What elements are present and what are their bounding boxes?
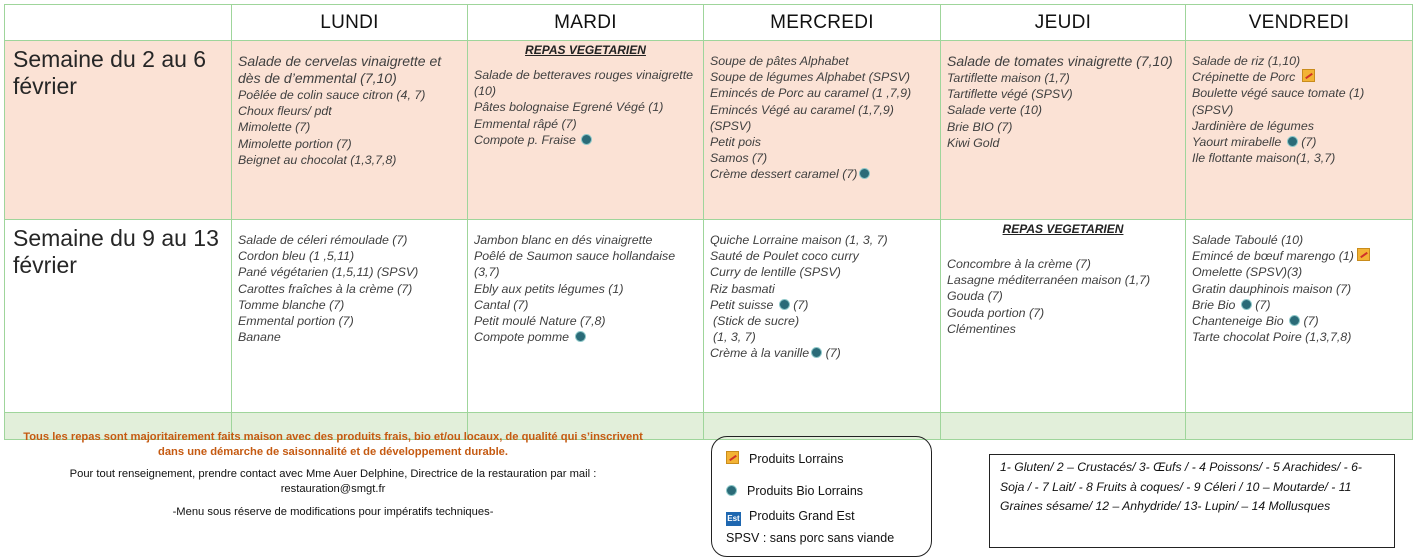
menu-item (710, 166, 934, 182)
menu-cell-mardi (468, 41, 704, 220)
menu-item (1192, 248, 1406, 264)
sustainability-note: Tous les repas sont majoritairement faits maison avec des produits frais, bio et/ou locaux, de qualité qui s’inscrivent dans une démarche de saisonnalité et de développement durable. (23, 431, 643, 458)
menu-item: Salade de cervelas vinaigrette et dès de d’emmental (7,10) (238, 53, 442, 86)
menu-cell-vendredi (1186, 41, 1413, 220)
bio-lorrain-icon (811, 347, 822, 358)
menu-item: Salade verte (10) (947, 103, 1043, 118)
menu-item: Ebly aux petits légumes (1) (474, 281, 624, 296)
menu-item: Mimolette (7) (238, 120, 311, 135)
menu-item: Brie BIO (7) (947, 119, 1013, 134)
menu-item: Soupe de légumes Alphabet (SPSV) (710, 70, 910, 85)
menu-item (1192, 69, 1406, 85)
menu-item: Quiche Lorraine maison (1, 3, 7) (710, 233, 888, 247)
contact-note: Pour tout renseignement, prendre contact avec Mme Auer Delphine, Directrice de la restauration par mail : restauration@smgt.fr (69, 468, 597, 495)
menu-item (1192, 313, 1406, 329)
bio-lorrain-icon (726, 485, 737, 496)
menu-item: Emincés Végé au caramel (1,7,9) (SPSV) (710, 102, 894, 133)
menu-cell-lundi (232, 41, 468, 220)
menu-item-allergens: (7) (1301, 135, 1317, 150)
menu-item: Petit moulé Nature (7,8) (474, 314, 606, 329)
menu-item: Emincés de Porc au caramel (1 ,7,9) (710, 86, 912, 101)
menu-item: (1, 3, 7) (713, 330, 756, 345)
legend-bio (726, 484, 863, 498)
menu-item: Cordon bleu (1 ,5,11) (238, 249, 355, 264)
menu-item: Emmental portion (7) (238, 314, 354, 329)
menu-item-text: Crépinette de Porc (1192, 70, 1296, 85)
menu-cell-jeudi (941, 220, 1186, 413)
menu-item-text: Compote pomme (474, 330, 570, 345)
menu-item: Emmental râpé (7) (474, 116, 577, 131)
menu-item-allergens: (7) (1303, 314, 1319, 329)
menu-item: Gouda portion (7) (947, 305, 1045, 320)
menu-item: (Stick de sucre) (713, 314, 800, 329)
menu-item-text: Brie Bio (1192, 297, 1236, 312)
menu-item: Salade Taboulé (10) (1192, 233, 1304, 247)
corner-cell (5, 5, 232, 41)
bio-lorrain-icon (581, 134, 592, 145)
menu-item: Cantal (7) (474, 297, 529, 312)
menu-item: Jambon blanc en dés vinaigrette (474, 233, 653, 247)
menu-item: Salade de riz (1,10) (1192, 54, 1301, 68)
menu-cell-vendredi (1186, 220, 1413, 413)
menu-item: Lasagne méditerranéen maison (1,7) (947, 273, 1151, 288)
menu-item-text: Crème dessert caramel (7) (710, 167, 858, 182)
day-header-row (5, 5, 1413, 41)
menu-cell-jeudi (941, 41, 1186, 220)
menu-item-text: Compote p. Fraise (474, 132, 576, 147)
menu-item (474, 329, 697, 345)
menu-item: Choux fleurs/ pdt (238, 104, 332, 119)
legend-lorrains (726, 451, 844, 466)
week-row-1 (5, 41, 1413, 220)
lorrain-product-icon (726, 451, 739, 464)
footer-cell (941, 413, 1186, 440)
menu-item: Curry de lentille (SPSV) (710, 265, 841, 280)
menu-item: Tomme blanche (7) (238, 297, 345, 312)
menu-item: Poêlé de Saumon sauce hollandaise (3,7) (474, 249, 676, 280)
menu-item: Salade de betteraves rouges vinaigrette (10) (474, 68, 694, 99)
menu-item: Pâtes bolognaise Egrené Végé (1) (474, 100, 664, 115)
menu-item: Mimolette portion (7) (238, 136, 352, 151)
legend-grand-est (726, 509, 855, 526)
week-label: Semaine du 2 au 6 février (5, 41, 232, 220)
vegetarian-banner: REPAS VEGETARIEN (1002, 222, 1124, 236)
bio-lorrain-icon (575, 331, 586, 342)
day-header-mardi: MARDI (468, 5, 704, 41)
menu-item-allergens: (7) (1255, 297, 1271, 312)
menu-item: Kiwi Gold (947, 135, 1000, 150)
menu-item: Tartiflette maison (1,7) (947, 71, 1070, 85)
menu-item: Tartiflette végé (SPSV) (947, 87, 1073, 102)
menu-item (710, 345, 934, 361)
legend-label: Produits Grand Est (749, 509, 855, 523)
bio-lorrain-icon (1289, 315, 1300, 326)
disclaimer-note: -Menu sous réserve de modifications pour impératifs techniques- (172, 506, 494, 518)
menu-table (4, 4, 1413, 440)
menu-item-allergens: (7) (825, 346, 841, 361)
menu-item: Samos (7) (710, 151, 768, 166)
week-label: Semaine du 9 au 13 février (5, 220, 232, 413)
menu-item: Soupe de pâtes Alphabet (710, 54, 849, 68)
menu-item: Clémentines (947, 321, 1016, 336)
legend-label: Produits Lorrains (749, 452, 844, 466)
menu-item (1192, 297, 1406, 313)
menu-item: Pané végétarien (1,5,11) (SPSV) (238, 265, 419, 280)
bio-lorrain-icon (1287, 136, 1298, 147)
day-header-mercredi: MERCREDI (704, 5, 941, 41)
menu-item: Banane (238, 330, 281, 345)
day-header-lundi: LUNDI (232, 5, 468, 41)
lorrain-product-icon (1357, 248, 1370, 261)
lorrain-product-icon (1302, 69, 1315, 82)
menu-item: Beignet au chocolat (1,3,7,8) (238, 152, 397, 167)
menu-item: Gratin dauphinois maison (7) (1192, 281, 1352, 296)
menu-item-text: Crème à la vanille (710, 346, 810, 361)
menu-item: Salade de céleri rémoulade (7) (238, 233, 408, 247)
bio-lorrain-icon (1241, 299, 1252, 310)
bio-lorrain-icon (859, 168, 870, 179)
menu-item: Omelette (SPSV)(3) (1192, 265, 1303, 280)
day-header-vendredi: VENDREDI (1186, 5, 1413, 41)
menu-item (1192, 134, 1406, 150)
menu-item: Poêlée de colin sauce citron (4, 7) (238, 88, 426, 102)
allergens-box: 1- Gluten/ 2 – Crustacés/ 3- Œufs / - 4 Poissons/ - 5 Arachides/ - 6- Soja / - 7 Lait/ - 8 Fruits à coques/ - 9 Céleri / 10 – Moutarde/ - 11 Graines sésame/ 12 – Anhydride/ 13- Lupin/ – 14 Mollusques (989, 454, 1395, 548)
menu-cell-mercredi (704, 220, 941, 413)
menu-item: Gouda (7) (947, 289, 1003, 304)
menu-item: Boulette végé sauce tomate (1) (SPSV) (1192, 86, 1365, 117)
menu-item: Petit pois (710, 135, 761, 150)
menu-cell-mercredi (704, 41, 941, 220)
grand-est-icon: Est (726, 512, 741, 526)
vegetarian-banner: REPAS VEGETARIEN (525, 43, 646, 57)
menu-cell-mardi (468, 220, 704, 413)
legend-label: Produits Bio Lorrains (747, 484, 864, 498)
bio-lorrain-icon (779, 299, 790, 310)
menu-item: Ile flottante maison(1, 3,7) (1192, 151, 1336, 166)
menu-item: Tarte chocolat Poire (1,3,7,8) (1192, 330, 1352, 345)
legend-box (711, 436, 932, 557)
menu-item (710, 297, 934, 313)
menu-item: Concombre à la crème (7) (947, 257, 1091, 271)
menu-item-text: Petit suisse (710, 297, 774, 312)
menu-item-allergens: (7) (793, 297, 809, 312)
footer-cell (1186, 413, 1413, 440)
legend-spsv: SPSV : sans porc sans viande (726, 531, 895, 545)
menu-item (474, 132, 697, 148)
menu-item: Riz basmati (710, 281, 775, 296)
menu-item: Carottes fraîches à la crème (7) (238, 281, 413, 296)
menu-item-text: Emincé de bœuf marengo (1) (1192, 249, 1354, 264)
menu-item-text: Yaourt mirabelle (1192, 135, 1282, 150)
menu-item: Sauté de Poulet coco curry (710, 249, 859, 264)
menu-item-text: Chanteneige Bio (1192, 314, 1284, 329)
week-row-2 (5, 220, 1413, 413)
info-notes (20, 430, 646, 520)
menu-item: Salade de tomates vinaigrette (7,10) (947, 53, 1173, 69)
menu-cell-lundi (232, 220, 468, 413)
day-header-jeudi: JEUDI (941, 5, 1186, 41)
menu-item: Jardinière de légumes (1192, 118, 1314, 133)
